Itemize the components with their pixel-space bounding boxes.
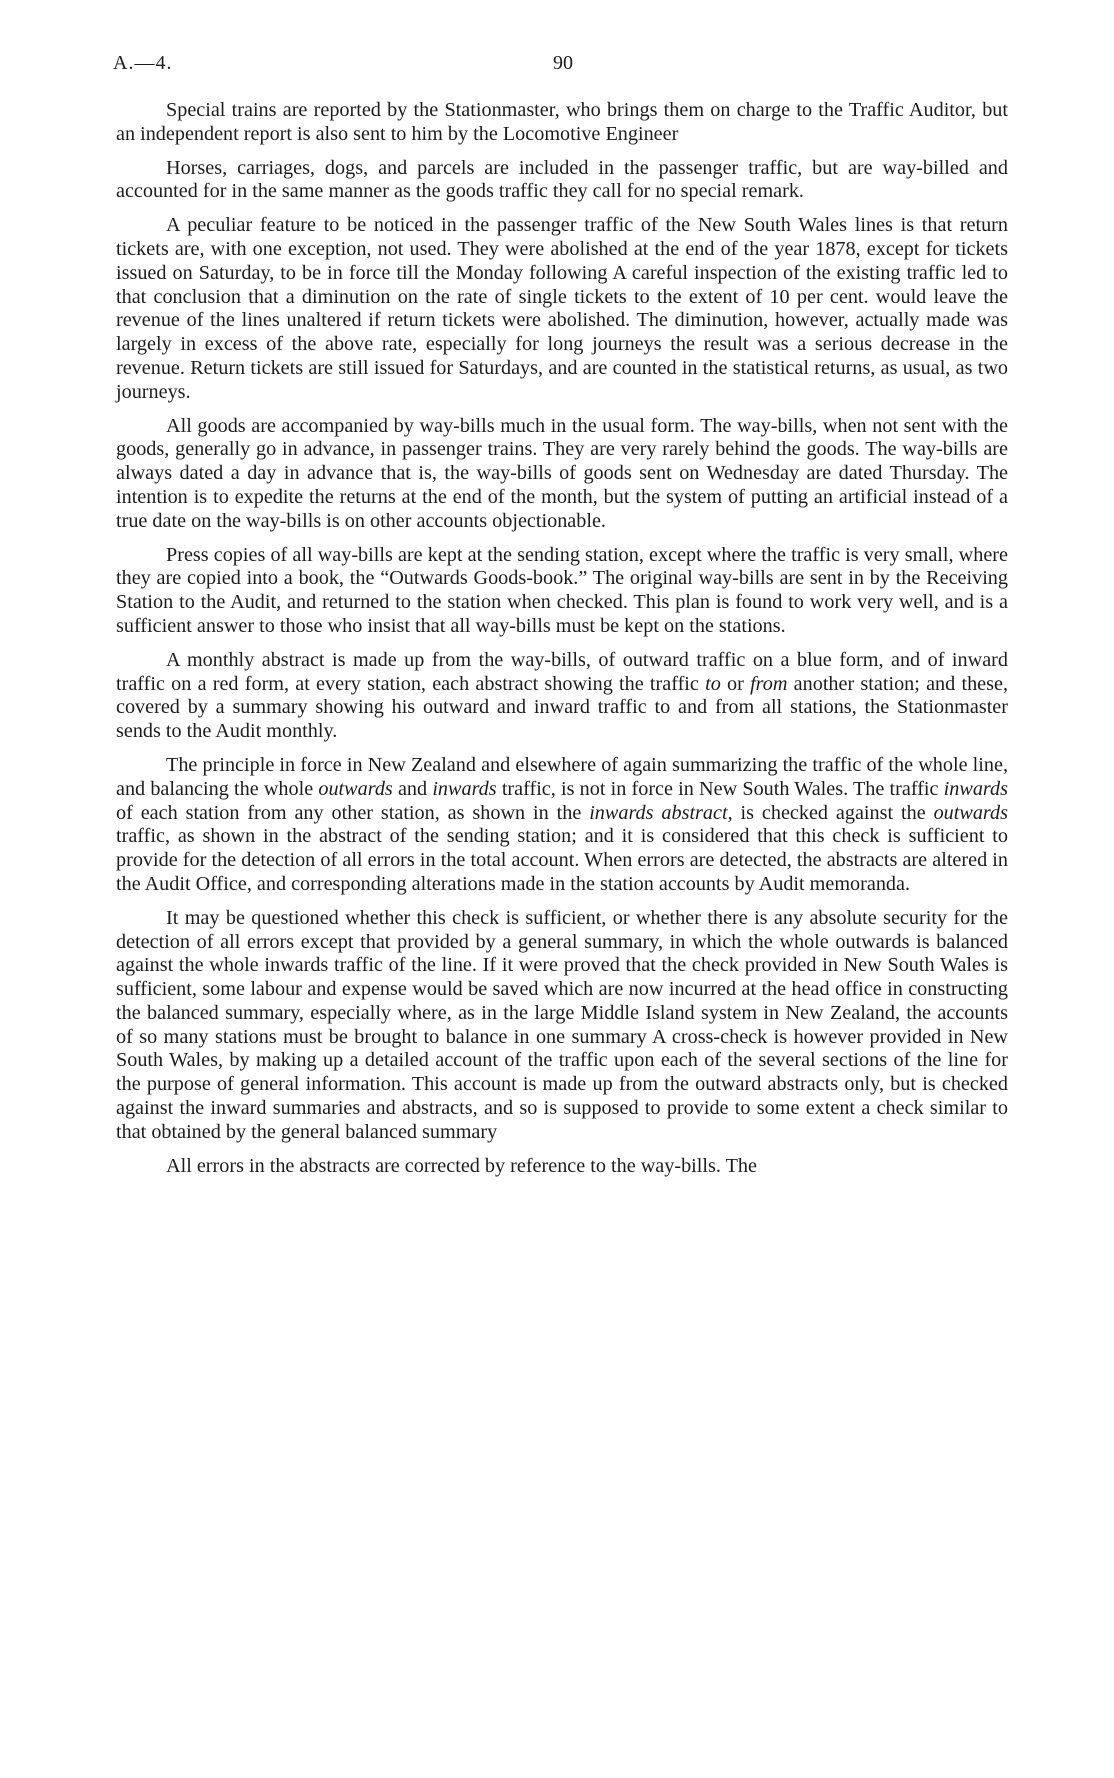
paragraph-way-bills: All goods are accompanied by way-bills much in the usual form. The way-bills, when not sent with the goods, generally go in advance, in passenger trains. They are very rarely behind the goods. The way-bills are always dated a day in advance that is, the way-bills of goods sent on Wednesday are dated Thursday. The intention is to expedite the returns at the end of the month, but the system of putting an artificial instead of a true date on the way-bills is on other accounts objectionable. bbox=[116, 414, 1008, 532]
paragraph-return-tickets: A peculiar feature to be noticed in the passenger traffic of the New South Wales lines is that return tickets are, with one exception, not used. They were abolished at the end of the year 1878, except for tickets issued on Saturday, to be in force till the Monday following A careful inspection of the existing traffic led to that conclusion that a diminution on the rate of single tickets to the extent of 10 per cent. would leave the revenue of the lines unaltered if return tickets were abolished. The diminution, however, actually made was largely in excess of the above rate, especially for long journeys the result was a serious decrease in the revenue. Return tickets are still issued for Saturdays, and are counted in the statistical returns, as usual, as two journeys. bbox=[116, 214, 1008, 403]
page-number: 90 bbox=[553, 52, 573, 74]
paragraph-special-trains: Special trains are reported by the Stationmaster, who brings them on charge to the Traffic Auditor, but an independent report is also sent to him by the Locomotive Engineer bbox=[116, 99, 1008, 145]
page-header bbox=[113, 52, 1010, 82]
paragraph-press-copies: Press copies of all way-bills are kept at the sending station, except where the traffic is very small, where they are copied into a book, the “Outwards Goods-book.” The original way-bills are sent in by the Receiving Station to the Audit, and returned to the station when checked. This plan is found to work very well, and is a sufficient answer to those who insist that all way-bills must be kept on the stations. bbox=[116, 543, 1008, 637]
paragraph-horses-carriages: Horses, carriages, dogs, and parcels are included in the passenger traffic, but are way-billed and accounted for in the same manner as the goods traffic they call for no special remark. bbox=[116, 156, 1008, 203]
paragraph-errors-corrected: All errors in the abstracts are corrected by reference to the way-bills. The bbox=[166, 1154, 757, 1177]
paragraph-monthly-abstract: A monthly abstract is made up from the way-bills, of outward traffic on a blue form, and of inward traffic on a red form, at every station, each abstract showing the traffic to or from another station; and these, covered by a summary showing his outward and inward traffic to and from all stations, the Stationmaster sends to the Audit monthly. bbox=[116, 648, 1008, 743]
paragraph-check-sufficiency: It may be questioned whether this check is sufficient, or whether there is any absolute security for the detection of all errors except that provided by a general summary, in which the whole outwards is balanced against the whole inwards traffic of the line. If it were proved that the check provided in New South Wales is sufficient, some labour and expense would be saved which are now incurred at the head office in constructing the balanced summary, especially where, as in the large Middle Island system in New Zealand, the accounts of so many stations must be brought to balance in one summary A cross-check is however provided in New South Wales, by making up a detailed account of the traffic upon each of the several sections of the line for the purpose of general information. This account is made up from the outward abstracts only, but is checked against the inward summaries and abstracts, and so is supposed to provide to some extent a check similar to that obtained by the general balanced summary bbox=[116, 906, 1008, 1143]
body-text bbox=[116, 99, 1008, 1178]
paragraph-principle-in-force: The principle in force in New Zealand and elsewhere of again summarizing the traffic of the whole line, and balancing the whole outwards and inwards traffic, is not in force in New South Wales. The traffic inwards of each station from any other station, as shown in the inwards abstract, is checked against the outwards traffic, as shown in the abstract of the sending station; and it is considered that this check is sufficient to provide for the detection of all errors in the total account. When errors are detected, the abstracts are altered in the Audit Office, and corresponding alterations made in the station accounts by Audit memoranda. bbox=[116, 753, 1008, 895]
parliamentary-paper-reference: A.—4. bbox=[113, 52, 173, 74]
